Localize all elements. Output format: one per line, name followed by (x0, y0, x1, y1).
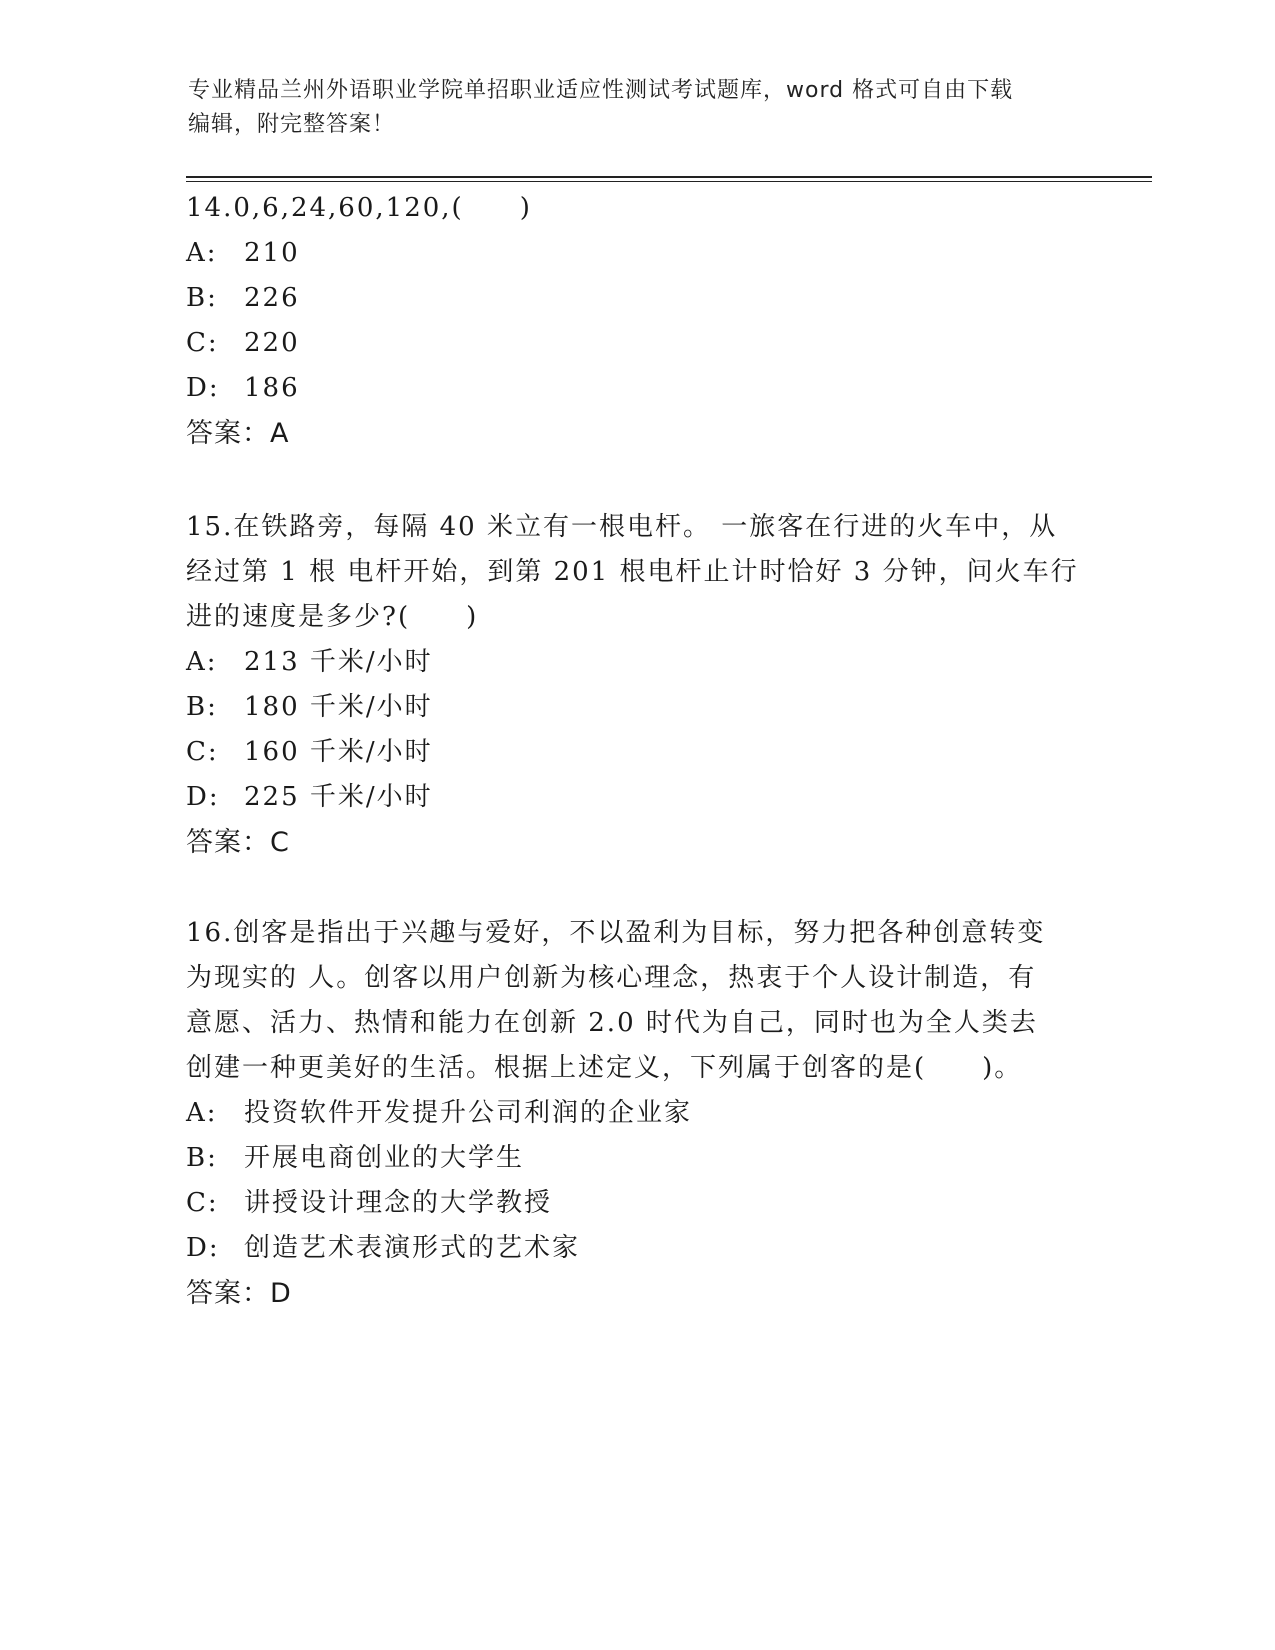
option-key: A: (186, 647, 218, 677)
option-key: B: (186, 283, 218, 313)
option-text: 226 (244, 283, 300, 313)
stem-line: 为现实的 人。创客以用户创新为核心理念，热衷于个人设计制造，有 (186, 963, 1037, 993)
option-text: 180 千米/小时 (244, 692, 433, 722)
stem-line: 16.创客是指出于兴趣与爱好，不以盈利为目标，努力把各种创意转变 (186, 918, 1046, 948)
option-b (186, 685, 1086, 730)
option-d (186, 775, 1086, 820)
option-text: 投资软件开发提升公司利润的企业家 (244, 1098, 693, 1128)
option-key: C: (186, 328, 219, 358)
stem-line: 进的速度是多少?( ) (186, 602, 479, 632)
header-line: 编辑，附完整答案！ (188, 112, 396, 137)
option-b (186, 1136, 1086, 1181)
option-key: B: (186, 692, 218, 722)
option-key: B: (186, 1143, 218, 1173)
option-key: C: (186, 737, 219, 767)
question-stem (186, 186, 1086, 231)
stem-line: 创建一种更美好的生活。根据上述定义，下列属于创客的是( )。 (186, 1053, 1023, 1083)
question-stem (186, 911, 1086, 1091)
option-c (186, 1181, 1086, 1226)
answer-line: 答案：A (186, 418, 290, 449)
option-text: 开展电商创业的大学生 (244, 1143, 525, 1173)
option-text: 213 千米/小时 (244, 647, 433, 677)
option-text: 210 (244, 238, 300, 268)
option-key: C: (186, 1188, 219, 1218)
option-a (186, 231, 1086, 276)
option-text: 225 千米/小时 (244, 782, 433, 812)
option-key: A: (186, 238, 218, 268)
header-line: 专业精品兰州外语职业学院单招职业适应性测试考试题库，word 格式可自由下载 (188, 78, 1014, 103)
question-16 (186, 911, 1086, 1316)
option-d (186, 1226, 1086, 1271)
option-key: D: (186, 373, 220, 403)
option-key: D: (186, 782, 220, 812)
answer-line: 答案：C (186, 827, 290, 858)
option-a (186, 640, 1086, 685)
option-text: 160 千米/小时 (244, 737, 433, 767)
option-key: A: (186, 1098, 218, 1128)
stem-line: 14.0,6,24,60,120,( ) (186, 193, 532, 223)
header-divider-thin (186, 181, 1152, 182)
option-text: 讲授设计理念的大学教授 (244, 1188, 553, 1218)
option-d (186, 366, 1086, 411)
question-14 (186, 186, 1086, 456)
option-text: 186 (244, 373, 300, 403)
question-15 (186, 505, 1086, 865)
stem-line: 经过第 1 根 电杆开始，到第 201 根电杆止计时恰好 3 分钟，问火车行 (186, 557, 1079, 587)
option-a (186, 1091, 1086, 1136)
option-key: D: (186, 1233, 220, 1263)
option-c (186, 321, 1086, 366)
option-c (186, 730, 1086, 775)
answer-line: 答案：D (186, 1278, 292, 1309)
option-text: 创造艺术表演形式的艺术家 (244, 1233, 581, 1263)
stem-line: 15.在铁路旁，每隔 40 米立有一根电杆。 一旅客在行进的火车中，从 (186, 512, 1058, 542)
option-b (186, 276, 1086, 321)
question-stem (186, 505, 1086, 640)
page-header (188, 74, 1088, 142)
header-divider (186, 176, 1152, 178)
stem-line: 意愿、活力、热情和能力在创新 2.0 时代为自己，同时也为全人类去 (186, 1008, 1038, 1038)
option-text: 220 (244, 328, 300, 358)
